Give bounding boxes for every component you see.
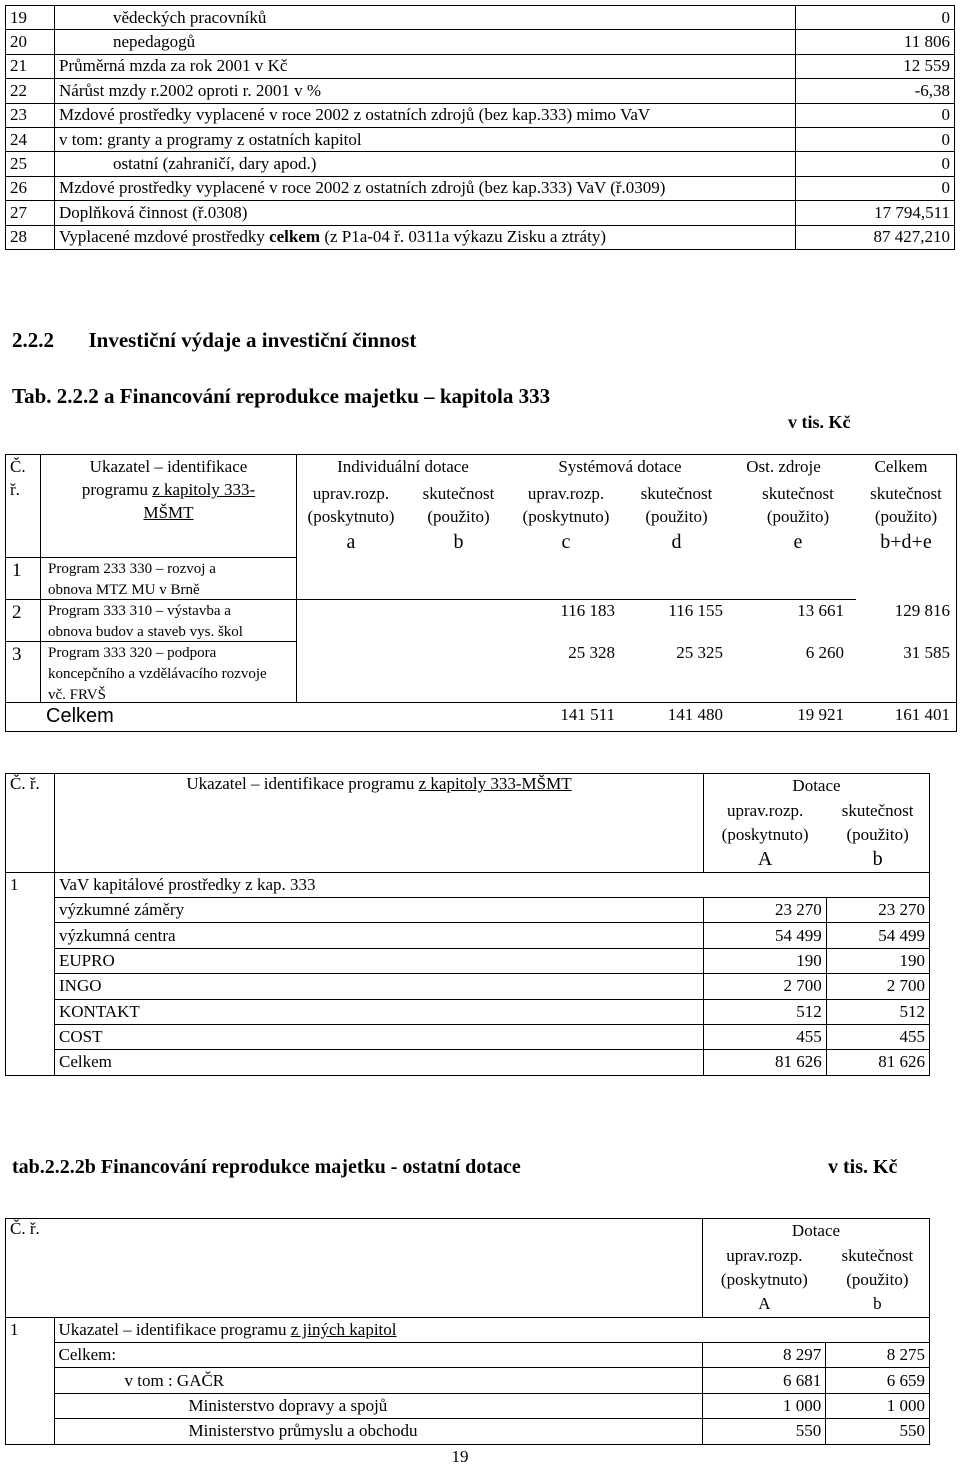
total-value: 19 921	[797, 705, 844, 724]
header-actual-1	[406, 482, 511, 528]
row-divider	[6, 599, 296, 600]
header-budget-2	[511, 482, 621, 528]
row-budget: 81 626	[704, 1050, 827, 1075]
header-grant: Dotace	[792, 776, 841, 796]
table-row	[6, 54, 955, 78]
col-indicator-header	[55, 774, 704, 873]
row-number-empty	[6, 1024, 55, 1049]
total-value: 141 480	[667, 705, 723, 724]
table-row	[6, 948, 930, 973]
program-label	[48, 601, 243, 643]
row-value: 0	[796, 127, 955, 151]
row-actual: 2 700	[826, 974, 929, 999]
program-label-line: vč. FRVŠ	[48, 687, 106, 703]
col-indicator-label-3: z kapitoly 333-	[152, 480, 256, 499]
row-label: KONTAKT	[55, 999, 704, 1024]
program-label-line: Program 333 310 – výstavba a	[48, 603, 231, 619]
column-code: d	[671, 531, 682, 553]
row-label: EUPRO	[55, 948, 704, 973]
column-code: b	[453, 531, 464, 553]
row-number: 1	[6, 1317, 55, 1342]
table-row	[6, 1050, 930, 1075]
table-row	[6, 897, 930, 922]
row-number-empty	[6, 1342, 55, 1367]
row-label: vědeckých pracovníků	[55, 6, 796, 30]
empty-cells	[297, 557, 856, 600]
table-row	[6, 201, 955, 225]
other-grants-table	[5, 1218, 930, 1445]
row-budget: 190	[704, 948, 827, 973]
header-actual-1-sub: (použito)	[427, 507, 490, 526]
row-actual: 455	[826, 1024, 929, 1049]
row-number: 19	[6, 6, 55, 30]
table-row	[6, 999, 930, 1024]
column-code-b: b	[872, 847, 883, 870]
row-value: 17 794,511	[796, 201, 955, 225]
row-label: v tom: granty a programy z ostatních kapitol	[55, 127, 796, 151]
row-label: Celkem:	[54, 1342, 703, 1367]
row-budget: 455	[704, 1024, 827, 1049]
table-row	[6, 79, 955, 103]
header-budget: uprav.rozp.	[726, 800, 804, 820]
row-budget: 54 499	[704, 923, 827, 948]
row-budget: 512	[704, 999, 827, 1024]
row-label: COST	[55, 1024, 704, 1049]
row-divider	[6, 641, 296, 642]
table-row	[6, 1317, 930, 1342]
program-label-line: koncepčního a vzdělávacího rozvoje	[48, 666, 267, 682]
table-row	[6, 1342, 930, 1367]
column-code: b+d+e	[880, 531, 932, 553]
row-label: výzkumné záměry	[55, 897, 704, 922]
header-actual-1-label: skutečnost	[422, 484, 495, 503]
row-number-empty	[6, 948, 55, 973]
row-number: 20	[6, 30, 55, 54]
table-row	[6, 30, 955, 54]
program-label-line: Program 233 330 – rozvoj a	[48, 561, 216, 577]
program-label-line: obnova budov a staveb vys. škol	[48, 624, 243, 640]
row-number: 21	[6, 54, 55, 78]
table-b-unit: v tis. Kč	[828, 1156, 898, 1178]
row-actual: 1 000	[826, 1393, 930, 1418]
table-row	[6, 127, 955, 151]
header-total: Celkem	[874, 457, 928, 476]
row-value: 12 559	[796, 54, 955, 78]
header-row	[6, 774, 930, 799]
indicator-label-chapter: z kapitoly 333-MŠMT	[418, 774, 572, 793]
row-value: 0	[796, 6, 955, 30]
program-label-line: Program 333 320 – podpora	[48, 645, 217, 661]
header-budget: uprav.rozp.	[726, 1245, 803, 1265]
table-row	[6, 152, 955, 176]
table-row	[6, 974, 930, 999]
header-actual-4-sub: (použito)	[874, 507, 938, 526]
header-individual: Individuální dotace	[337, 457, 469, 476]
table-row	[6, 923, 930, 948]
program-value: 6 260	[805, 643, 844, 662]
col-indicator-header	[41, 455, 297, 557]
row-label: výzkumná centra	[55, 923, 704, 948]
section-number: 2.2.2	[12, 328, 54, 352]
row-label-post: (z P1a-04 ř. 0311a výkazu Zisku a ztráty)	[320, 227, 606, 247]
header-budget-1	[297, 482, 405, 528]
col-indicator-label-4: MŠMT	[143, 503, 194, 522]
header-actual-3	[746, 482, 850, 528]
row-value: 0	[796, 103, 955, 127]
row-label: nepedagogů	[55, 30, 796, 54]
row-label-pre: Vyplacené mzdové prostředky	[59, 227, 270, 247]
table-b-title: tab.2.2.2b Financování reprodukce majetku - ostatní dotace	[12, 1156, 521, 1178]
row-budget: 550	[703, 1419, 826, 1444]
row-actual: 550	[826, 1419, 930, 1444]
row-actual: 512	[826, 999, 929, 1024]
program-label-line: obnova MTZ MU v Brně	[48, 582, 200, 598]
row-number: 23	[6, 103, 55, 127]
row-value: 0	[796, 176, 955, 200]
program-value: 31 585	[903, 643, 950, 662]
program-value: 25 328	[568, 643, 615, 662]
row-actual: 23 270	[826, 897, 929, 922]
row-number-empty	[6, 1368, 55, 1393]
header-actual-2	[624, 482, 729, 528]
row-label: Celkem	[55, 1050, 704, 1075]
header-budget-1-sub: (poskytnuto)	[307, 507, 395, 526]
program-value: 25 325	[676, 643, 723, 662]
table-row	[6, 103, 955, 127]
program-value: 129 816	[894, 601, 950, 620]
row-number: 22	[6, 79, 55, 103]
header-actual-2-label: skutečnost	[640, 484, 713, 503]
row-label: Doplňková činnost (ř.0308)	[55, 201, 796, 225]
header-actual-3-label: skutečnost	[762, 484, 834, 503]
column-code-a: A	[758, 1294, 771, 1314]
header-actual-sub: (použito)	[846, 824, 909, 844]
program-row-number: 2	[12, 602, 22, 623]
row-label: ostatní (zahraničí, dary apod.)	[55, 152, 796, 176]
header-budget-sub: (poskytnuto)	[721, 824, 809, 844]
column-code-b: b	[873, 1294, 882, 1314]
col-indicator-label-1: Ukazatel – identifikace	[89, 457, 248, 476]
row-label: Ministerstvo dopravy a spojů	[54, 1393, 703, 1418]
row-budget: 6 681	[703, 1368, 826, 1393]
program-value: 116 155	[668, 601, 723, 620]
col-indicator-label-2: programu	[81, 480, 148, 499]
col-no-header: Č. ř.	[6, 774, 55, 873]
header-grant: Dotace	[791, 1221, 841, 1241]
table-title: Tab. 2.2.2 a Financování reprodukce majetku – kapitola 333	[12, 384, 551, 408]
header-actual: skutečnost	[841, 800, 914, 820]
row-budget: 2 700	[704, 974, 827, 999]
row-number: 25	[6, 152, 55, 176]
row-actual: 8 275	[826, 1342, 930, 1367]
table-row	[6, 872, 930, 897]
row-label-underlined: z jiných kapitol	[290, 1319, 397, 1339]
program-label	[48, 559, 216, 601]
col-no-label-1: Č.	[10, 457, 26, 476]
col-no-header: Č. ř.	[10, 1219, 40, 1238]
row-number: 28	[6, 225, 55, 249]
program-row-number: 3	[12, 644, 22, 665]
row-label: INGO	[55, 974, 704, 999]
program-row-number: 1	[12, 560, 22, 581]
row-label-pre: Ukazatel – identifikace programu	[58, 1319, 291, 1339]
row-label: VaV kapitálové prostředky z kap. 333	[55, 872, 930, 897]
header-budget-2-label: uprav.rozp.	[527, 484, 605, 503]
total-value: 141 511	[560, 705, 615, 724]
header-systemic: Systémová dotace	[558, 457, 682, 476]
header-actual-4-label: skutečnost	[870, 484, 942, 503]
page-number: 19	[451, 1447, 469, 1466]
table-row	[6, 1419, 930, 1444]
row-label: Mzdové prostředky vyplacené v roce 2002 z ostatních zdrojů (bez kap.333) mimo VaV	[55, 103, 796, 127]
row-number: 27	[6, 201, 55, 225]
row-number: 1	[6, 872, 55, 897]
research-capital-table	[5, 773, 930, 1076]
col-divider	[40, 557, 41, 702]
column-code-a: A	[757, 847, 773, 870]
table-row	[6, 1024, 930, 1049]
header-other-sources: Ost. zdroje	[746, 457, 821, 476]
row-label: Mzdové prostředky vyplacené v roce 2002 z ostatních zdrojů (bez kap.333) VaV (ř.0309)	[55, 176, 796, 200]
total-value: 161 401	[894, 705, 950, 724]
program-value: 116 183	[560, 601, 615, 620]
table-row	[6, 176, 955, 200]
col-indicator-header	[54, 1219, 703, 1318]
header-actual: skutečnost	[841, 1245, 914, 1265]
row-label-bold: celkem	[269, 227, 321, 247]
row-label	[55, 225, 796, 249]
row-value: 11 806	[796, 30, 955, 54]
row-label: Ministerstvo průmyslu a obchodu	[54, 1419, 703, 1444]
header-budget-sub: (poskytnuto)	[720, 1269, 808, 1289]
row-budget: 1 000	[703, 1393, 826, 1418]
row-actual: 54 499	[826, 923, 929, 948]
header-actual-sub: (použito)	[846, 1269, 909, 1289]
row-number-empty	[6, 923, 55, 948]
table-row	[6, 1393, 930, 1418]
row-number: 24	[6, 127, 55, 151]
row-label: Nárůst mzdy r.2002 oproti r. 2001 v %	[55, 79, 796, 103]
header-actual-3-sub: (použito)	[766, 507, 830, 526]
header-budget-1-label: uprav.rozp.	[312, 484, 390, 503]
row-number-empty	[6, 974, 55, 999]
section-heading	[12, 328, 416, 353]
unit-label: v tis. Kč	[788, 412, 851, 432]
row-number: 26	[6, 176, 55, 200]
wage-table	[5, 5, 955, 250]
header-actual-2-sub: (použito)	[645, 507, 708, 526]
col-no-label-2: ř.	[10, 480, 20, 499]
table-row	[6, 1368, 930, 1393]
row-label: Průměrná mzda za rok 2001 v Kč	[55, 54, 796, 78]
row-value: -6,38	[796, 79, 955, 103]
column-code: c	[561, 531, 571, 553]
column-codes-row	[297, 531, 956, 557]
row-budget: 23 270	[704, 897, 827, 922]
row-actual: 190	[826, 948, 929, 973]
row-label	[54, 1317, 930, 1342]
row-number-empty	[6, 897, 55, 922]
column-code: a	[346, 531, 356, 553]
row-value: 0	[796, 152, 955, 176]
row-budget: 8 297	[703, 1342, 826, 1367]
col-no-header	[6, 455, 41, 557]
column-code: e	[793, 531, 803, 553]
program-label	[48, 643, 267, 706]
investment-table	[5, 454, 957, 732]
section-title: Investiční výdaje a investiční činnost	[88, 328, 417, 352]
row-actual: 6 659	[826, 1368, 930, 1393]
header-actual-4	[856, 482, 956, 528]
indicator-label-pre: Ukazatel – identifikace programu	[186, 774, 419, 793]
row-number-empty	[6, 1393, 55, 1418]
program-value: 13 661	[797, 601, 844, 620]
total-label: Celkem	[46, 705, 114, 727]
row-number-empty	[6, 1419, 55, 1444]
table-row	[6, 225, 955, 249]
row-number-empty	[6, 1050, 55, 1075]
header-budget-2-sub: (poskytnuto)	[522, 507, 610, 526]
row-value: 87 427,210	[796, 225, 955, 249]
table-row	[6, 6, 955, 30]
row-actual: 81 626	[826, 1050, 929, 1075]
row-label: v tom : GAČR	[54, 1368, 703, 1393]
header-row	[6, 1219, 930, 1244]
row-number-empty	[6, 999, 55, 1024]
